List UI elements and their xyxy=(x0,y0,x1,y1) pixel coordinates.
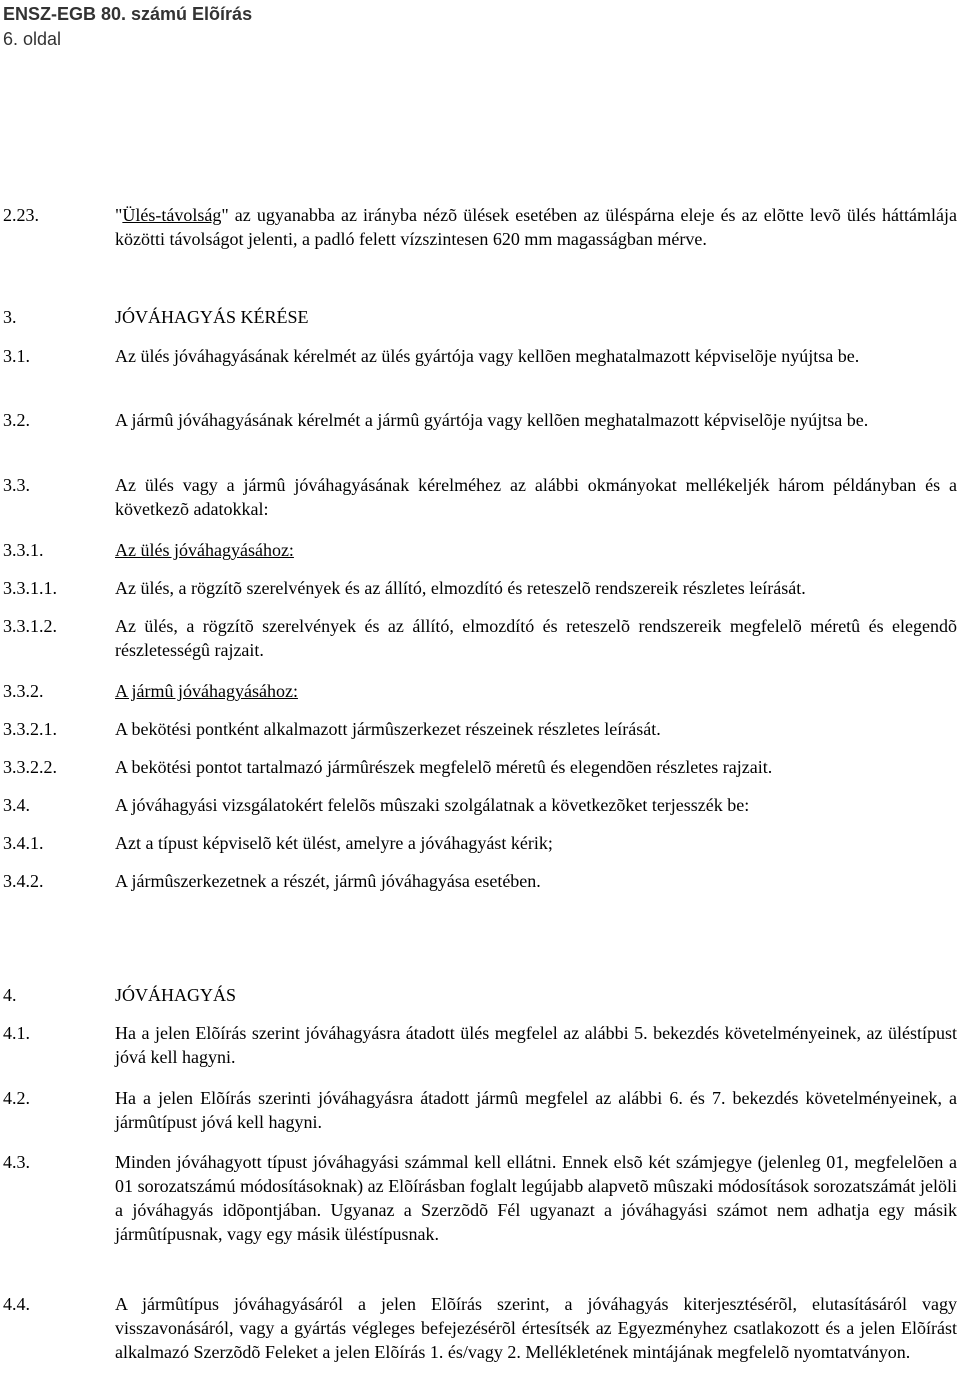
paragraph-text: A jóváhagyási vizsgálatokért felelõs mûszaki szolgálatnak a következõket terjesszék be: xyxy=(115,795,750,815)
paragraph-number: 3.4.1. xyxy=(3,833,44,853)
paragraph-text: Ha a jelen Elõírás szerinti jóváhagyásra átadott jármû megfelel az alábbi 6. és 7. bekezdés követelményeinek, a jármûtípust jóvá kell hagyni. xyxy=(115,1088,957,1132)
paragraph-text: Minden jóváhagyott típust jóváhagyási számmal kell ellátni. Ennek elsõ két számjegye (jelenleg 01, megfelelõen a 01 sorozatszámú módosításoknak) az Elõírásban foglalt legújabb alapvetõ mûszaki módosítások sorozatszámát jelöli a jóváhagyás idõpontjában. Ugyanaz a Szerzõdõ Fél ugyanazt a jóváhagyási számot nem adhatja egy másik jármûtípusnak, vagy egy másik üléstípusnak. xyxy=(115,1152,957,1244)
paragraph-number: 3.3. xyxy=(3,475,30,495)
paragraph-text: Azt a típust képviselõ két ülést, amelyre a jóváhagyást kérik; xyxy=(115,833,553,853)
paragraph-number: 3.1. xyxy=(3,346,30,366)
paragraph-text: A jármûszerkezetnek a részét, jármû jóváhagyása esetében. xyxy=(115,871,541,891)
section-title: JÓVÁHAGYÁS KÉRÉSE xyxy=(115,307,309,327)
paragraph-number: 4.2. xyxy=(3,1088,30,1108)
paragraph-number: 3. xyxy=(3,307,17,327)
paragraph-number: 3.3.1.2. xyxy=(3,616,57,636)
paragraph-number: 3.4. xyxy=(3,795,30,815)
paragraph-text: Az ülés, a rögzítõ szerelvények és az állító, elmozdító és reteszelõ rendszereik megfelelõ méretû és elegendõ részletességû rajzait. xyxy=(115,616,957,660)
section-title: JÓVÁHAGYÁS xyxy=(115,985,237,1005)
paragraph-number: 3.2. xyxy=(3,410,30,430)
paragraph-text: A jármû jóváhagyásának kérelmét a jármû gyártója vagy kellõen meghatalmazott képviselõje nyújtsa be. xyxy=(115,410,869,430)
paragraph-text: Az ülés vagy a jármû jóváhagyásának kérelméhez az alábbi okmányokat mellékeljék három példányban és a következõ adatokkal: xyxy=(115,475,957,519)
paragraph-text: "Ülés-távolság" az ugyanabba az irányba nézõ ülések esetében az üléspárna eleje és az elõtte levõ ülés háttámlája közötti távolságot jelenti, a padló felett vízszintesen 620 mm magasságban mérve. xyxy=(115,205,957,249)
document-title: ENSZ-EGB 80. számú Elõírás xyxy=(3,4,253,24)
paragraph-number: 4.4. xyxy=(3,1294,30,1314)
paragraph-text: A jármûtípus jóváhagyásáról a jelen Elõírás szerint, a jóváhagyás kiterjesztésérõl, elutasításáról vagy visszavonásáról, vagy a gyártás végleges befejezésérõl értesítsék az Egyezményhez csatlakozott és a jelen Elõírást alkalmazó Szerzõdõ Feleket a jelen Elõírás 1. és/vagy 2. Mellékletének mintájának megfelelõ nyomtatványon. xyxy=(115,1294,957,1362)
paragraph-text: Az ülés, a rögzítõ szerelvények és az állító, elmozdító és reteszelõ rendszereik részletes leírását. xyxy=(115,578,806,598)
paragraph-number: 3.3.2.2. xyxy=(3,757,57,777)
paragraph-text: Az ülés jóváhagyásához: xyxy=(115,540,294,560)
paragraph-number: 3.3.2. xyxy=(3,681,44,701)
paragraph-number: 3.4.2. xyxy=(3,871,44,891)
paragraph-number: 4.1. xyxy=(3,1023,30,1043)
paragraph-number: 3.3.1. xyxy=(3,540,44,560)
page-number: 6. oldal xyxy=(3,29,62,49)
paragraph-text: A bekötési pontként alkalmazott jármûszerkezet részeinek részletes leírását. xyxy=(115,719,661,739)
paragraph-text: Az ülés jóváhagyásának kérelmét az ülés gyártója vagy kellõen meghatalmazott képviselõje nyújtsa be. xyxy=(115,346,860,366)
paragraph-text: Ha a jelen Elõírás szerint jóváhagyásra átadott ülés megfelel az alábbi 5. bekezdés követelményeinek, az üléstípust jóvá kell hagyni. xyxy=(115,1023,957,1067)
paragraph-number: 3.3.1.1. xyxy=(3,578,57,598)
paragraph-number: 4.3. xyxy=(3,1152,30,1172)
paragraph-text: A bekötési pontot tartalmazó jármûrészek megfelelõ méretû és elegendõen részletes rajzait. xyxy=(115,757,773,777)
paragraph-number: 2.23. xyxy=(3,205,39,225)
paragraph-text: A jármû jóváhagyásához: xyxy=(115,681,298,701)
paragraph-number: 3.3.2.1. xyxy=(3,719,57,739)
paragraph-number: 4. xyxy=(3,985,17,1005)
